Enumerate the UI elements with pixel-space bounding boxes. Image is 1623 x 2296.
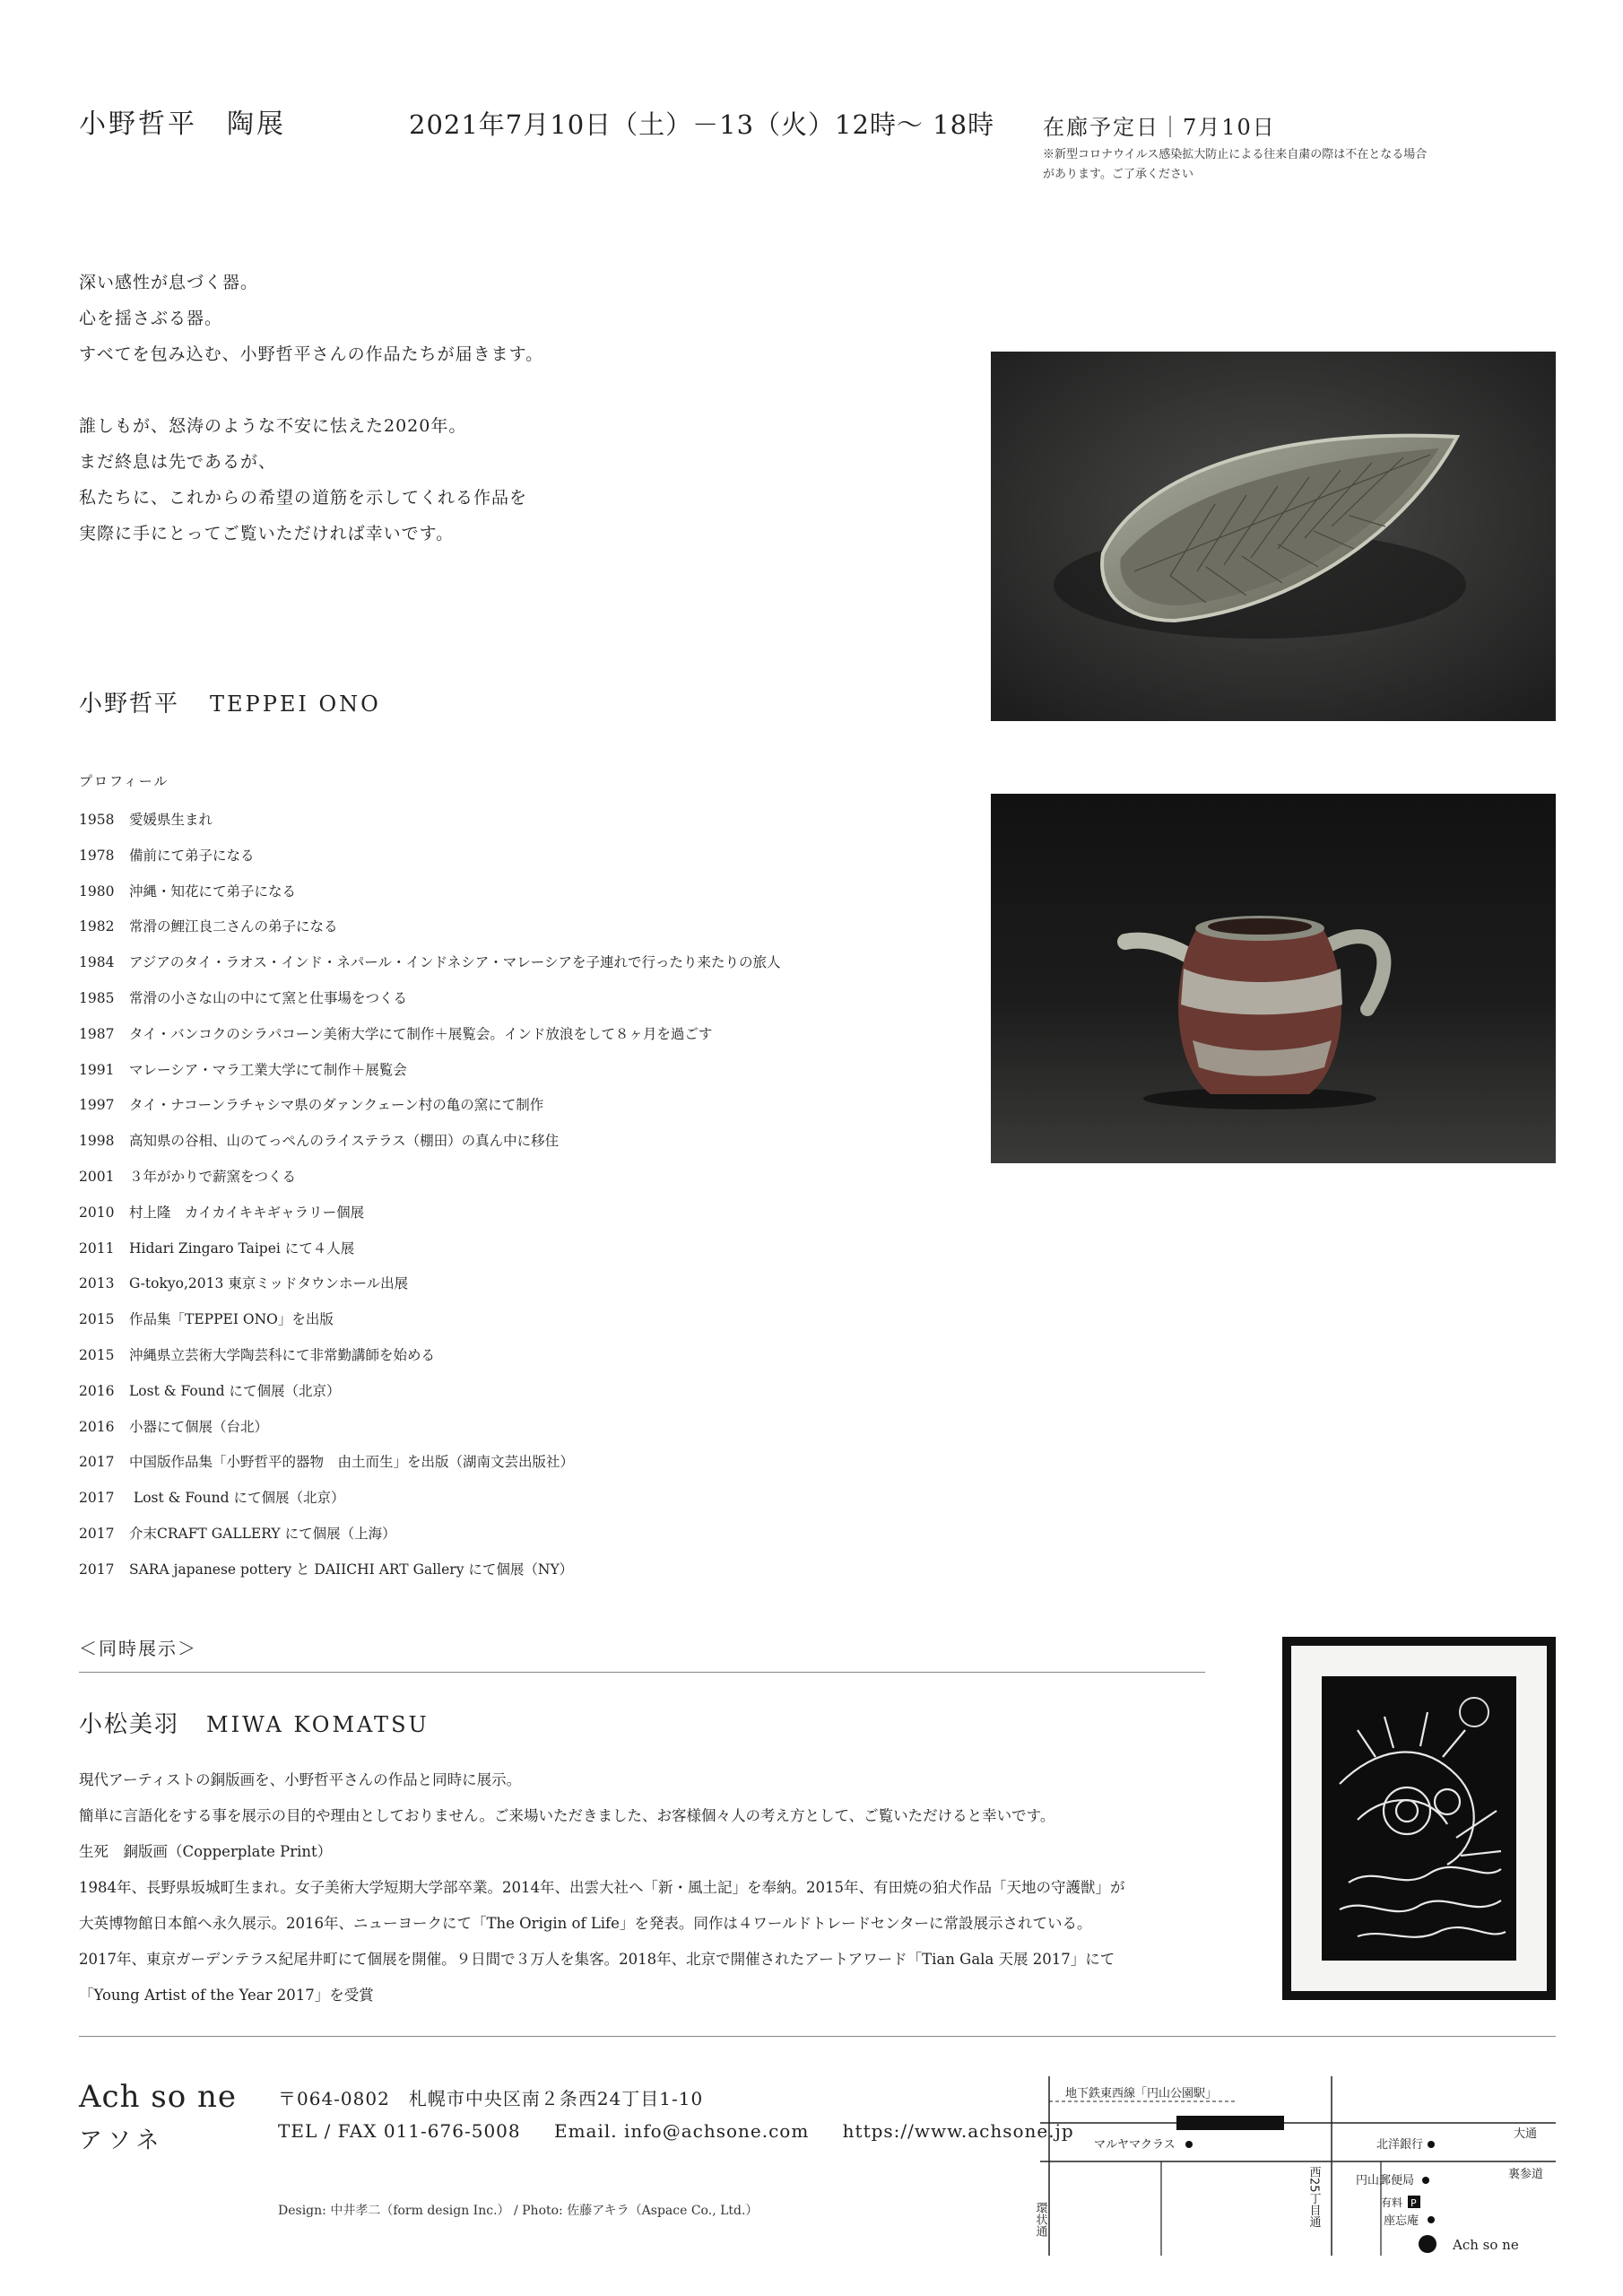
timeline-year: 2010 — [79, 1204, 115, 1221]
hokuyo-label: 北洋銀行 — [1376, 2138, 1424, 2152]
miwa-line: 2017年、東京ガーデンテラス紀尾井町にて個展を開催。９日間で３万人を集客。2018年、北京で開催されたアートアワード「Tian Gala 天展 2017」にて — [79, 1951, 1115, 1968]
divider — [79, 1672, 1205, 1673]
timeline-row — [79, 874, 976, 910]
timeline-row — [79, 981, 976, 1017]
email: Email. info@achsone.com — [553, 2120, 810, 2142]
timeline-year: 2001 — [79, 1168, 115, 1185]
timeline-text: アジアのタイ・ラオス・インド・ネパール・インドネシア・マレーシアを子連れで行ったり来たりの旅人 — [129, 954, 781, 971]
timeline-text: SARA japanese pottery と DAIICHI ART Gallery にて個展（NY） — [129, 1561, 574, 1578]
intro-line: 心を揺さぶる器。 — [79, 309, 223, 328]
miwa-line: 生死 銅版画（Copperplate Print） — [79, 1843, 333, 1860]
exhibition-title: 小野哲平 陶展 — [79, 109, 286, 140]
leaf-plate-photo — [991, 352, 1556, 721]
timeline-row — [79, 1053, 976, 1089]
timeline-row — [79, 1517, 976, 1552]
timeline-row — [79, 803, 976, 839]
timeline-year: 1982 — [79, 918, 115, 935]
presence-note: ※新型コロナウイルス感染拡大防止による往来自粛の際は不在となる場合があります。ご了承ください — [1043, 148, 1428, 181]
timeline-text: タイ・ナコーンラチャシマ県のダァンクェーン村の亀の窯にて制作 — [129, 1097, 544, 1114]
timeline-row — [79, 1374, 976, 1410]
timeline-text: G-tokyo,2013 東京ミッドタウンホール出展 — [129, 1275, 409, 1292]
intro-line: 実際に手にとってご覧いただければ幸いです。 — [79, 524, 455, 544]
parking-icon-glyph: P — [1410, 2197, 1417, 2209]
timeline-year: 2013 — [79, 1275, 115, 1292]
timeline-text: ３年がかりで薪窯をつくる — [129, 1168, 297, 1185]
tel-fax: TEL / FAX 011-676-5008 — [278, 2120, 521, 2142]
profile-label: プロフィール — [79, 773, 169, 789]
timeline-row — [79, 1552, 976, 1588]
intro-line: 深い感性が息づく器。 — [79, 273, 259, 292]
nishi25-label: 西25丁目通 — [1306, 2166, 1321, 2228]
timeline-text: 備前にて弟子になる — [129, 847, 255, 864]
miwa-line: 大英博物館日本館へ永久展示。2016年、ニューヨークにて「The Origin of Life」を発表。同作は４ワールドトレードセンターに常設展示されている。 — [79, 1915, 1092, 1932]
timeline-year: 2015 — [79, 1346, 115, 1363]
timeline-row — [79, 1160, 976, 1196]
timeline-text: 沖縄・知花にて弟子になる — [129, 883, 297, 900]
address: 〒064-0802 札幌市中央区南２条西24丁目1-10 — [278, 2088, 704, 2109]
urasando-label: 裏参道 — [1508, 2168, 1544, 2181]
timeline-year: 1991 — [79, 1061, 115, 1078]
timeline-year: 2016 — [79, 1418, 115, 1435]
timeline-row — [79, 1338, 976, 1374]
timeline-text: 常滑の小さな山の中にて窯と仕事場をつくる — [129, 989, 408, 1006]
timeline-text: Lost & Found にて個展（北京） — [129, 1382, 341, 1399]
timeline-year: 1958 — [79, 812, 115, 828]
timeline-text: 小器にて個展（台北） — [129, 1418, 269, 1435]
contact-info — [278, 2120, 1101, 2142]
timeline-row — [79, 1196, 976, 1231]
timeline-row — [79, 1231, 976, 1267]
concurrent-exhibition-label: ＜同時展示＞ — [79, 1638, 197, 1659]
timeline-row — [79, 1302, 976, 1338]
website-url: https://www.achsone.jp — [842, 2120, 1074, 2142]
post-office-label: 円山郵便局 — [1356, 2174, 1415, 2187]
timeline-row — [79, 1481, 976, 1517]
timeline-text: タイ・バンコクのシラパコーン美術大学にて制作＋展覧会。インド放浪をして８ヶ月を過ごす — [129, 1025, 713, 1042]
intro-line: すべてを包み込む、小野哲平さんの作品たちが届きます。 — [79, 344, 544, 364]
intro-line: 誰しもが、怒涛のような不安に怯えた2020年。 — [79, 416, 467, 436]
brand-name-kana: アソネ — [79, 2127, 165, 2154]
parking-label: 有料 — [1381, 2196, 1403, 2209]
timeline-year: 1984 — [79, 954, 115, 971]
timeline-year: 2017 — [79, 1561, 115, 1578]
miwa-line: 現代アーティストの銅版画を、小野哲平さんの作品と同時に展示。 — [79, 1771, 522, 1788]
intro-line: 私たちに、これからの希望の道筋を示してくれる作品を — [79, 488, 528, 508]
intro-line: まだ終息は先であるが、 — [79, 452, 277, 472]
timeline-year: 1997 — [79, 1097, 115, 1114]
timeline-year: 1978 — [79, 847, 115, 864]
timeline-year: 2017 — [79, 1490, 115, 1507]
timeline-year: 2017 — [79, 1454, 115, 1471]
timeline-text: 介末CRAFT GALLERY にて個展（上海） — [129, 1525, 396, 1542]
timeline-row — [79, 1017, 976, 1053]
timeline-row — [79, 1124, 976, 1160]
odori-label: 大通 — [1514, 2127, 1538, 2141]
maruyama-class-marker — [1185, 2141, 1193, 2148]
kanjo-label: 環状通 — [1033, 2202, 1047, 2237]
timeline-row — [79, 839, 976, 874]
post-office-marker — [1422, 2177, 1429, 2184]
timeline-row — [79, 945, 976, 981]
miwa-name-en: MIWA KOMATSU — [206, 1712, 430, 1737]
timeline-text: 作品集「TEPPEI ONO」を出版 — [129, 1311, 334, 1328]
hokuyo-marker — [1428, 2141, 1435, 2148]
timeline-year: 1985 — [79, 989, 115, 1006]
artist-heading — [79, 685, 381, 718]
timeline-row — [79, 909, 976, 945]
timeline-year: 1980 — [79, 883, 115, 900]
brand-name: Ach so ne — [79, 2079, 238, 2115]
timeline-year: 2011 — [79, 1239, 115, 1257]
timeline-text: 高知県の谷相、山のてっぺんのライステラス（棚田）の真ん中に移住 — [129, 1133, 560, 1150]
teapot-photo — [991, 794, 1556, 1163]
timeline-row — [79, 1410, 976, 1446]
timeline-text: 愛媛県生まれ — [129, 812, 213, 828]
miwa-line: 「Young Artist of the Year 2017」を受賞 — [79, 1987, 374, 2004]
timeline-text: Hidari Zingaro Taipei にて４人展 — [129, 1239, 355, 1257]
artist-name-en: TEPPEI ONO — [210, 691, 381, 717]
timeline-year: 2016 — [79, 1382, 115, 1399]
zaboan-label: 座忘庵 — [1384, 2214, 1419, 2228]
presence-date: 在廊予定日｜7月10日 — [1043, 115, 1276, 140]
timeline-row — [79, 1088, 976, 1124]
copperplate-print-artwork — [1282, 1637, 1556, 2000]
zaboan-marker — [1428, 2216, 1435, 2223]
store-label: Ach so ne — [1453, 2237, 1519, 2253]
timeline-year: 2015 — [79, 1311, 115, 1328]
subway-label: 地下鉄東西線「円山公園駅」 — [1065, 2087, 1218, 2100]
timeline-year: 2017 — [79, 1525, 115, 1542]
miwa-description — [79, 1762, 1205, 2013]
miwa-line: 1984年、長野県坂城町生まれ。女子美術大学短期大学部卒業。2014年、出雲大社へ「新・風土記」を奉納。2015年、有田焼の狛犬作品「天地の守護獣」が — [79, 1879, 1125, 1896]
timeline-row — [79, 1445, 976, 1481]
timeline-text: 中国版作品集「小野哲平的器物 由土而生」を出版（湖南文芸出版社） — [129, 1454, 575, 1471]
access-map — [1033, 2076, 1556, 2256]
divider — [79, 2036, 1556, 2037]
intro-text — [79, 265, 543, 552]
miwa-name-ja: 小松美羽 — [79, 1711, 180, 1738]
timeline-text: 村上隆 カイカイキキギャラリー個展 — [129, 1204, 365, 1221]
exhibition-dates: 2021年7月10日（土）－13（火）12時～ 18時 — [409, 109, 995, 140]
miwa-heading — [79, 1706, 430, 1739]
timeline-text: マレーシア・マラ工業大学にて制作＋展覧会 — [129, 1061, 407, 1078]
maruyama-class-label: マルヤマクラス — [1094, 2138, 1176, 2152]
store-marker — [1419, 2235, 1436, 2253]
subway-station-marker — [1176, 2116, 1284, 2130]
timeline-row — [79, 1266, 976, 1302]
design-photo-credit: Design: 中井孝二（form design Inc.） / Photo: 佐藤アキラ（Aspace Co., Ltd.） — [278, 2204, 759, 2218]
profile-timeline — [79, 803, 976, 1588]
timeline-year: 1998 — [79, 1133, 115, 1150]
timeline-year: 1987 — [79, 1025, 115, 1042]
artist-name-ja: 小野哲平 — [79, 691, 180, 718]
timeline-text: 沖縄県立芸術大学陶芸科にて非常勤講師を始める — [129, 1346, 436, 1363]
timeline-text: 常滑の鯉江良二さんの弟子になる — [129, 918, 338, 935]
timeline-text: Lost & Found にて個展（北京） — [129, 1490, 345, 1507]
miwa-line: 簡単に言語化をする事を展示の目的や理由としておりません。ご来場いただきました、お客様個々人の考え方として、ご覧いただけると幸いです。 — [79, 1807, 1055, 1824]
